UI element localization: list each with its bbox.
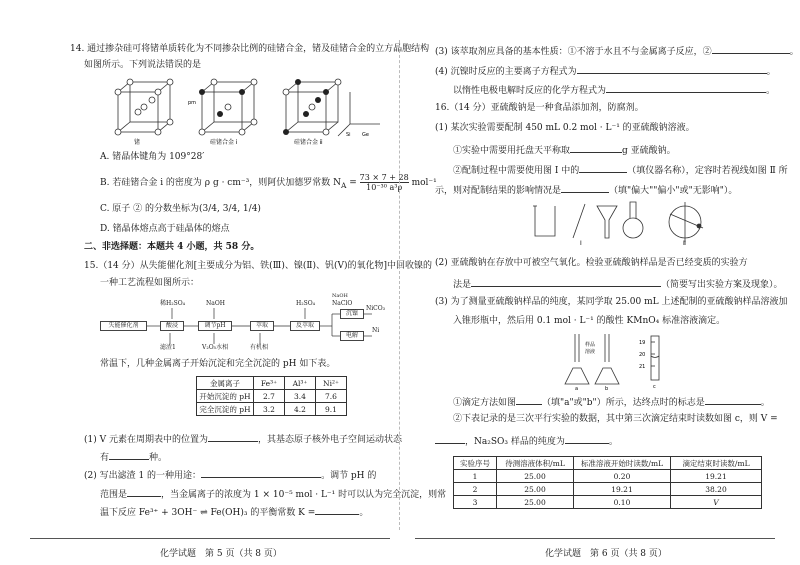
ph-table-header (197, 377, 347, 390)
flow-box-adjust-ph: 调节pH (198, 321, 232, 331)
q16-part3-line2: 入锥形瓶中，然后用 0.1 mol · L⁻¹ 的酸性 KMnO₄ 标准溶液滴定。 (453, 316, 726, 326)
answer-blank[interactable] (201, 468, 321, 478)
table-row (454, 496, 762, 509)
flow-box-electrolysis: 电解 (340, 331, 364, 341)
q16-part3b-text-b: ，Na₂SO₃ 样品的纯度为 (465, 437, 565, 447)
q15-part4-text-c: 以惰性电极电解时反应的化学方程式为 (453, 86, 607, 96)
titration-cell: 25.00 (497, 470, 574, 483)
q15-part4-line1 (435, 64, 776, 78)
q14-fraction-den: 10⁻³⁰ a³ρ (366, 183, 403, 192)
fig3-label-c: c (653, 384, 656, 390)
fig3-label-a: a (575, 386, 579, 390)
q15-part1-text-d: 种。 (149, 453, 168, 463)
ph-cell: 开始沉淀的 pH (197, 390, 254, 403)
titration-th: 实验序号 (454, 457, 497, 470)
ph-th-al: Al³⁺ (285, 377, 316, 390)
titration-cell: 0.10 (574, 496, 671, 509)
ph-cell: 9.1 (316, 403, 347, 416)
ph-cell: 3.2 (254, 403, 285, 416)
q15-part3-text-a: (3) 该萃取剂应具备的基本性质：①不溶于水且不与金属离子反应，② (435, 47, 712, 57)
q15-part4-text-a: (4) 沉镍时反应的主要离子方程式为 (435, 67, 577, 77)
q14-option-a: A. 锗晶体键角为 109°28′ (100, 152, 205, 162)
ph-th-fe: Fe³⁺ (254, 377, 285, 390)
q16-part1a (453, 143, 676, 157)
flow-product-nico3: NiCO₃ (366, 305, 386, 312)
flow-box-catalyst: 失能催化剂 (100, 321, 147, 331)
answer-blank[interactable] (565, 434, 609, 444)
flow-product-ni: Ni (372, 327, 380, 334)
q15-part1-text-b: ，其基态原子核外电子空间运动状态 (257, 435, 402, 445)
q15-part1-line2 (100, 450, 167, 464)
ph-th-ni: Ni²⁺ (316, 377, 347, 390)
fig-label-ge: 锗 (134, 139, 141, 146)
q15-part4-line2 (453, 83, 775, 97)
q16-part3a-text-b: （填"a"或"b"）所示，达终点时的标志是 (542, 398, 705, 408)
q15-part4-text-d: 。 (766, 86, 776, 96)
q15-flowchart (100, 293, 386, 351)
answer-blank[interactable] (516, 395, 542, 405)
q16-part1: (1) 某次实验需要配制 450 mL 0.2 mol · L⁻¹ 的亚硫酸钠溶液。 (435, 123, 695, 133)
crystal-figure (100, 74, 390, 146)
fig-label-si: Si (346, 132, 351, 138)
q16-part2-line1: (2) 亚硫酸钠在存放中可被空气氧化。检验亚硫酸钠样品是否已经变质的实验方 (435, 258, 748, 268)
fig-label-I: Ⅰ (580, 240, 582, 246)
q15-part2-text-c: 范围是 (100, 490, 128, 500)
fig-label-ge-legend: Ge (362, 132, 369, 138)
titration-th: 滴定结束时读数/mL (671, 457, 762, 470)
q15-part1-text-a: (1) V 元素在周期表中的位置为 (84, 435, 208, 445)
q16-part1a-text-b: g 亚硫酸钠。 (622, 146, 676, 156)
q14-option-d: D. 锗晶体熔点高于硅晶体的熔点 (100, 224, 230, 234)
flow-reagent-naclo: NaClO (332, 300, 353, 307)
section-2-title: 二、非选择题：本题共 4 小题，共 58 分。 (84, 242, 260, 252)
q15-line3: 常温下，几种金属离子开始沉淀和完全沉淀的 pH 如下表。 (100, 359, 336, 369)
table-row (454, 483, 762, 496)
answer-blank[interactable] (435, 434, 465, 444)
q16-part1b-text-a: ②配制过程中需要使用图 Ⅰ 中的 (453, 166, 580, 176)
q14-line2: 如图所示。下列说法错误的是 (84, 60, 202, 70)
flow-residue-1: 滤渣1 (160, 344, 176, 351)
flow-v2o5-aqueous: V₂O₅水相 (202, 344, 229, 351)
titration-cell: 0.20 (574, 470, 671, 483)
answer-blank[interactable] (471, 277, 661, 287)
q15-part1-line1 (84, 432, 402, 446)
q16-part3b-text-c: 。 (608, 437, 618, 447)
fig-label-alloy2: 硅锗合金 ⅱ (294, 139, 323, 146)
q15-part2-line3 (100, 505, 368, 519)
q15-part2-line2 (100, 487, 446, 501)
titration-cell: 2 (454, 483, 497, 496)
q16-part1b (453, 163, 788, 177)
titration-table (453, 456, 762, 509)
q15-part2-text-e: 温下反应 Fe³⁺ + 3OH⁻ ⇌ Fe(OH)₃ 的平衡常数 K = (100, 508, 316, 518)
ph-th-ion: 金属离子 (197, 377, 254, 390)
q16-part3b-line2 (435, 434, 618, 448)
q14-option-b: B. 若硅锗合金 ⅰ 的密度为 ρ g · cm⁻³，则阿伏加德罗常数 $N_A$ = $\frac{73 \times 7 + 28}{\text{10⁻³⁰ a³ρ}}$ mol⁻¹ (100, 173, 437, 192)
q15-part2-text-b: 。调节 pH 的 (321, 471, 377, 481)
flow-box-extract: 萃取 (250, 321, 274, 331)
q15-part2-text-a: (2) 写出滤渣 1 的一种用途： (84, 471, 202, 481)
ph-cell: 3.4 (285, 390, 316, 403)
answer-blank[interactable] (705, 395, 761, 405)
flow-organic-phase: 有机相 (250, 344, 269, 351)
fig3-label-19: 19 (639, 340, 646, 346)
q15-line1: 15.（14 分）从失能催化剂[主要成分为铝、铁(Ⅲ)、镍(Ⅱ)、钒(Ⅴ)的氧化物]中回收镍的 (84, 261, 433, 271)
titration-th: 待测溶液体积/mL (497, 457, 574, 470)
fig-label-alloy1: 硅锗合金 ⅰ (210, 139, 238, 146)
q16-part1b-text-b: （填仪器名称），定容时若视线如图 Ⅱ 所 (627, 166, 788, 176)
ph-table (196, 376, 347, 416)
q16-part2-line2 (453, 277, 783, 291)
answer-blank[interactable] (577, 64, 767, 74)
answer-blank[interactable] (208, 432, 258, 442)
flow-box-acid-leach: 酸浸 (160, 321, 184, 331)
titration-cell: 25.00 (497, 483, 574, 496)
fig-label-II: Ⅱ (683, 240, 686, 246)
titration-th: 标准溶液开始时读数/mL (574, 457, 671, 470)
q15-part1-text-c: 有 (100, 453, 110, 463)
titration-cell: V (671, 496, 762, 509)
ph-cell: 4.2 (285, 403, 316, 416)
fig-label-pm: pm (188, 100, 197, 106)
q16-line1: 16.（14 分）亚硫酸钠是一种食品添加剂，防腐剂。 (435, 103, 644, 113)
answer-blank[interactable] (712, 44, 790, 54)
fig3-label-sample: 样品 (585, 342, 596, 348)
q16-part2-text-b: 法是 (453, 280, 472, 290)
q15-part2-text-f: 。 (359, 508, 369, 518)
q16-part3a (453, 395, 770, 409)
answer-blank[interactable] (579, 163, 627, 173)
page-divider (399, 40, 400, 530)
q14-option-b-unit: mol⁻¹ (411, 178, 437, 188)
q16-part3a-text-a: ①滴定方法如图 (453, 398, 517, 408)
q16-part3a-text-c: 。 (760, 398, 770, 408)
table-row (197, 403, 347, 416)
titration-figure (553, 332, 673, 390)
q15-part2-line1 (84, 468, 376, 482)
q15-part2-text-d: ，当金属离子的浓度为 1 × 10⁻⁵ mol · L⁻¹ 时可以认为完全沉淀，则常 (161, 490, 447, 500)
table-row (197, 390, 347, 403)
q16-part3-line1: (3) 为了测量亚硫酸钠样品的纯度，某同学取 25.00 mL 上述配制的亚硫酸钠样品溶液加 (435, 297, 788, 307)
titration-cell: 38.20 (671, 483, 762, 496)
titration-cell: 3 (454, 496, 497, 509)
ph-cell: 2.7 (254, 390, 285, 403)
q15-part3 (435, 44, 799, 58)
q16-part1c-text-a: 示，则对配制结果的影响情况是 (435, 186, 562, 196)
titration-cell: 19.21 (671, 470, 762, 483)
answer-blank[interactable] (127, 487, 161, 497)
ph-cell: 完全沉淀的 pH (197, 403, 254, 416)
flow-reagent-naoh-2: NaOH (332, 293, 348, 299)
flow-box-back-extract: 反萃取 (290, 321, 320, 331)
right-page (405, 0, 800, 565)
titration-table-header (454, 457, 762, 470)
q16-part1a-text-a: ①实验中需要用托盘天平称取 (453, 146, 571, 156)
titration-cell: 19.21 (574, 483, 671, 496)
answer-blank[interactable] (570, 143, 622, 153)
flow-reagent-h2so4: H₂SO₄ (296, 300, 316, 307)
q14-line1: 14. 通过掺杂硅可将锗单质转化为不同掺杂比例的硅锗合金，锗及硅锗合金的立方晶胞结构 (70, 44, 430, 54)
flow-box-precipitate-ni: 沉镍 (340, 309, 364, 319)
q16-part1c (435, 183, 737, 197)
answer-blank[interactable] (109, 450, 149, 460)
left-footer-rule (30, 538, 390, 539)
ph-cell: 7.6 (316, 390, 347, 403)
q15-part3-text-b: 。 (789, 47, 799, 57)
q14-fraction (360, 173, 409, 192)
fig3-label-solution: 溶液 (585, 349, 596, 355)
q14-option-c: C. 原子 ② 的分数坐标为(3/4, 3/4, 1/4) (100, 204, 261, 214)
q15-part4-text-b: 。 (766, 67, 776, 77)
flow-reagent-h2so4-dilute: 稀H₂SO₄ (160, 300, 186, 307)
table-row (454, 470, 762, 483)
fig3-label-21: 21 (639, 364, 646, 370)
q15-line2: 一种工艺流程如图所示： (100, 278, 200, 288)
q16-part3b-line1: ②下表记录的是三次平行实验的数据，其中第三次滴定结束时读数如图 c，则 V = (453, 414, 778, 424)
fig3-label-20: 20 (639, 352, 646, 358)
q16-part2-text-c: （简要写出实验方案及现象）。 (661, 280, 783, 290)
titration-cell: 1 (454, 470, 497, 483)
right-page-footer: 化学试题 第 6 页（共 8 页） (545, 549, 667, 559)
titration-cell: 25.00 (497, 496, 574, 509)
answer-blank[interactable] (315, 505, 359, 515)
left-page-footer: 化学试题 第 5 页（共 8 页） (160, 549, 282, 559)
q16-part1c-text-b: （填"偏大""偏小"或"无影响"）。 (609, 186, 738, 196)
glassware-figure (525, 198, 725, 246)
answer-blank[interactable] (561, 183, 609, 193)
answer-blank[interactable] (606, 83, 766, 93)
right-footer-rule (415, 538, 775, 539)
fig3-label-b: b (605, 386, 609, 390)
q14-fraction-num: 73 × 7 + 28 (359, 173, 409, 182)
q14-option-b-text: B. 若硅锗合金 ⅰ 的密度为 ρ g · cm⁻³，则阿伏加德罗常数 N (100, 178, 341, 188)
flow-reagent-naoh: NaOH (206, 300, 225, 307)
